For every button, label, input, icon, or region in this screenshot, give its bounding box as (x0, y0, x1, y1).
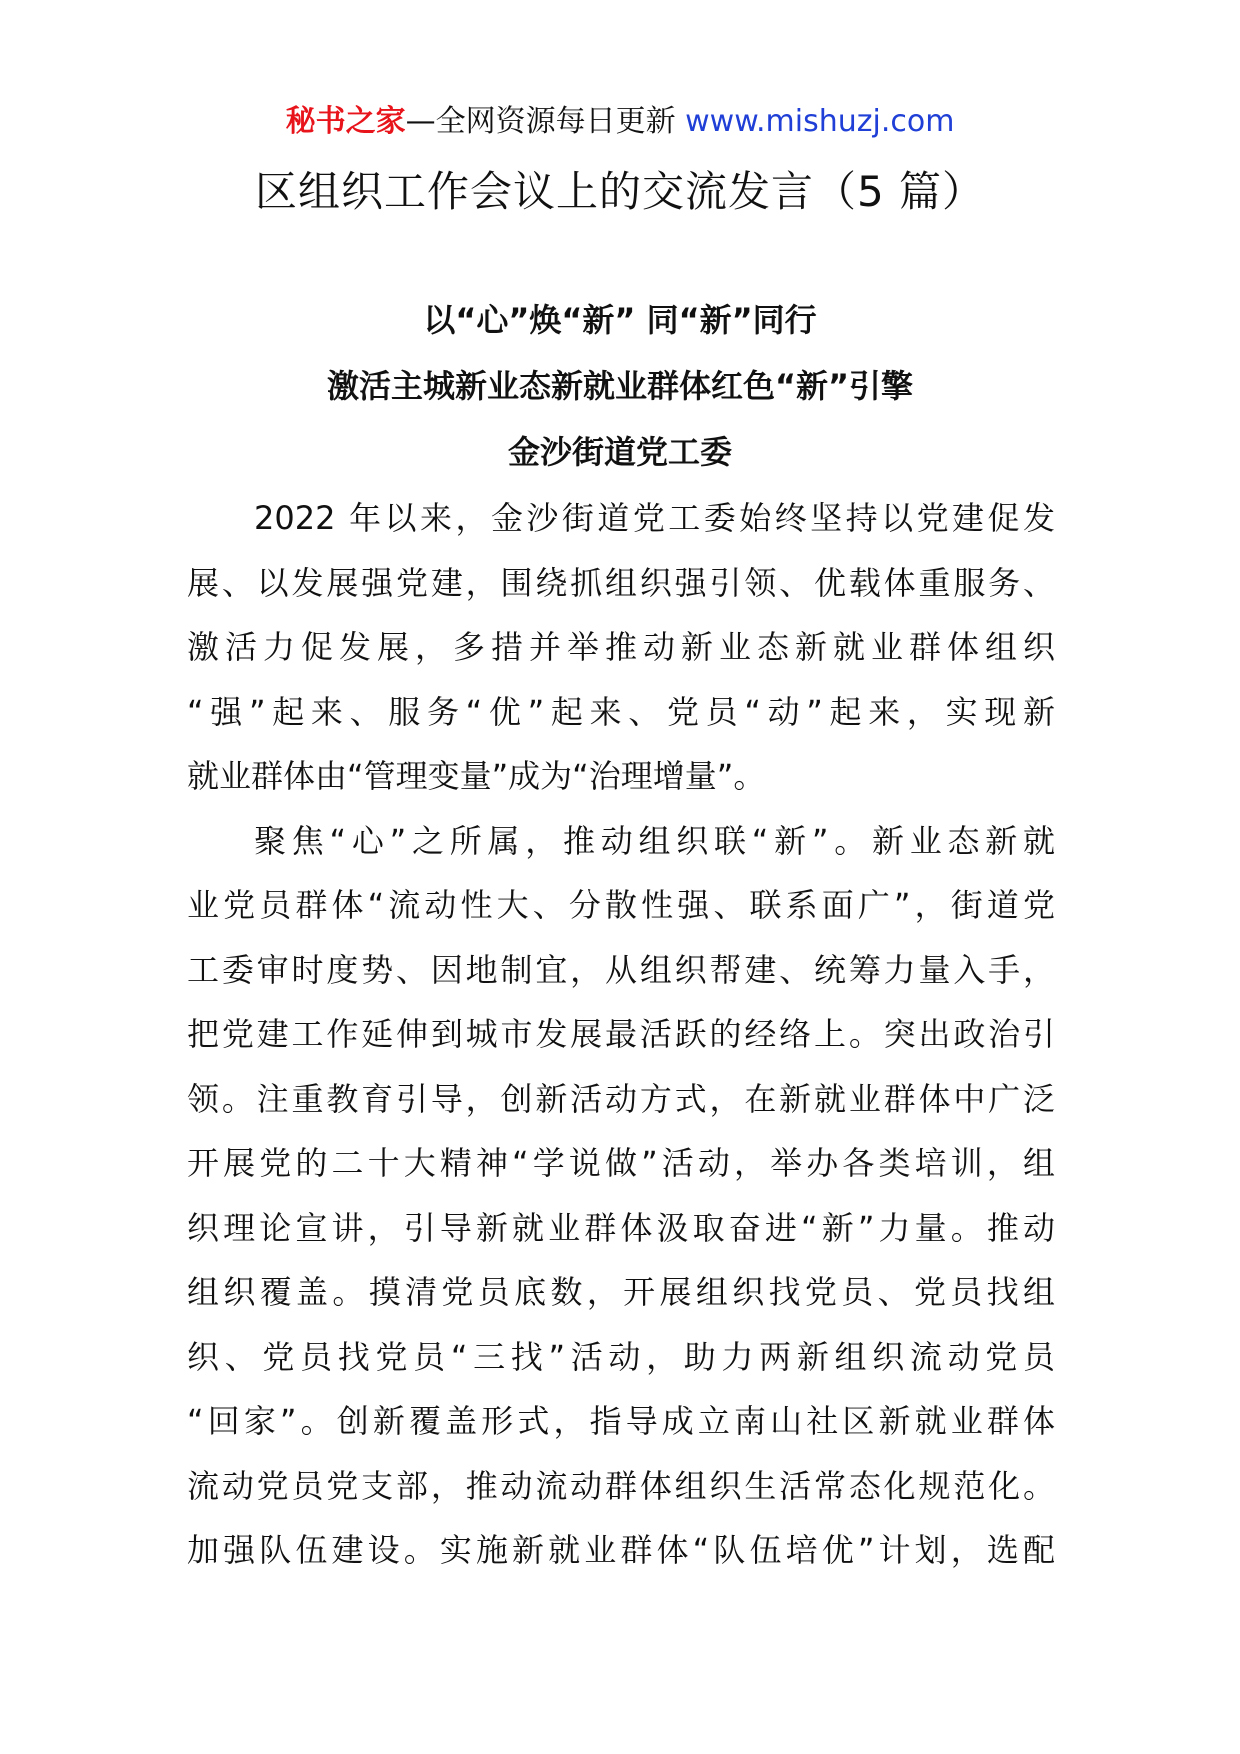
paragraph-line: “回家”。创新覆盖形式，指导成立南山社区新就业群体 (187, 1402, 1055, 1440)
paragraph-line: 领。注重教育引导，创新活动方式，在新就业群体中广泛 (187, 1079, 1055, 1118)
paragraph-line: “强”起来、服务“优”起来、党员“动”起来，实现新 (187, 692, 1055, 731)
paragraph-line: 流动党员党支部，推动流动群体组织生活常态化规范化。 (187, 1466, 1055, 1505)
paragraph (187, 486, 1055, 809)
site-url-link[interactable]: www.mishuzj.com (685, 104, 955, 139)
paragraph-line: 聚焦“心”之所属，推动组织联“新”。新业态新就 (254, 821, 1055, 860)
paragraph (187, 809, 1055, 1583)
site-header (0, 100, 1240, 144)
paragraph-line: 加强队伍建设。实施新就业群体“队伍培优”计划，选配 (187, 1531, 1055, 1569)
paragraph-line: 业党员群体“流动性大、分散性强、联系面广”，街道党 (187, 886, 1055, 924)
paragraph-line: 工委审时度势、因地制宜，从组织帮建、统筹力量入手， (187, 950, 1055, 989)
paragraph-line: 织、党员找党员“三找”活动，助力两新组织流动党员 (187, 1337, 1055, 1376)
document-body (187, 486, 1055, 1583)
document-title: 区组织工作会议上的交流发言（5 篇） (254, 167, 986, 216)
paragraph-line: 开展党的二十大精神“学说做”活动，举办各类培训，组 (187, 1144, 1055, 1182)
section-heading: 以“心”焕“新” 同“新”同行 (423, 301, 817, 339)
paragraph-line: 激活力促发展，多措并举推动新业态新就业群体组织 (187, 628, 1055, 666)
brand-slogan: —全网资源每日更新 (405, 104, 676, 139)
paragraph-line: 组织覆盖。摸清党员底数，开展组织找党员、党员找组 (187, 1273, 1055, 1311)
paragraph-line: 就业群体由“管理变量”成为“治理增量”。 (187, 757, 766, 795)
paragraph-line: 织理论宣讲，引导新就业群体汲取奋进“新”力量。推动 (187, 1208, 1055, 1247)
brand-name: 秘书之家 (285, 104, 406, 139)
section-subheading: 激活主城新业态新就业群体红色“新”引擎 (326, 367, 914, 405)
section-author: 金沙街道党工委 (507, 433, 732, 471)
paragraph-line: 2022 年以来，金沙街道党工委始终坚持以党建促发 (254, 499, 1055, 537)
paragraph-line: 展、以发展强党建，围绕抓组织强引领、优载体重服务、 (187, 563, 1055, 602)
paragraph-line: 把党建工作延伸到城市发展最活跃的经络上。突出政治引 (187, 1015, 1055, 1053)
